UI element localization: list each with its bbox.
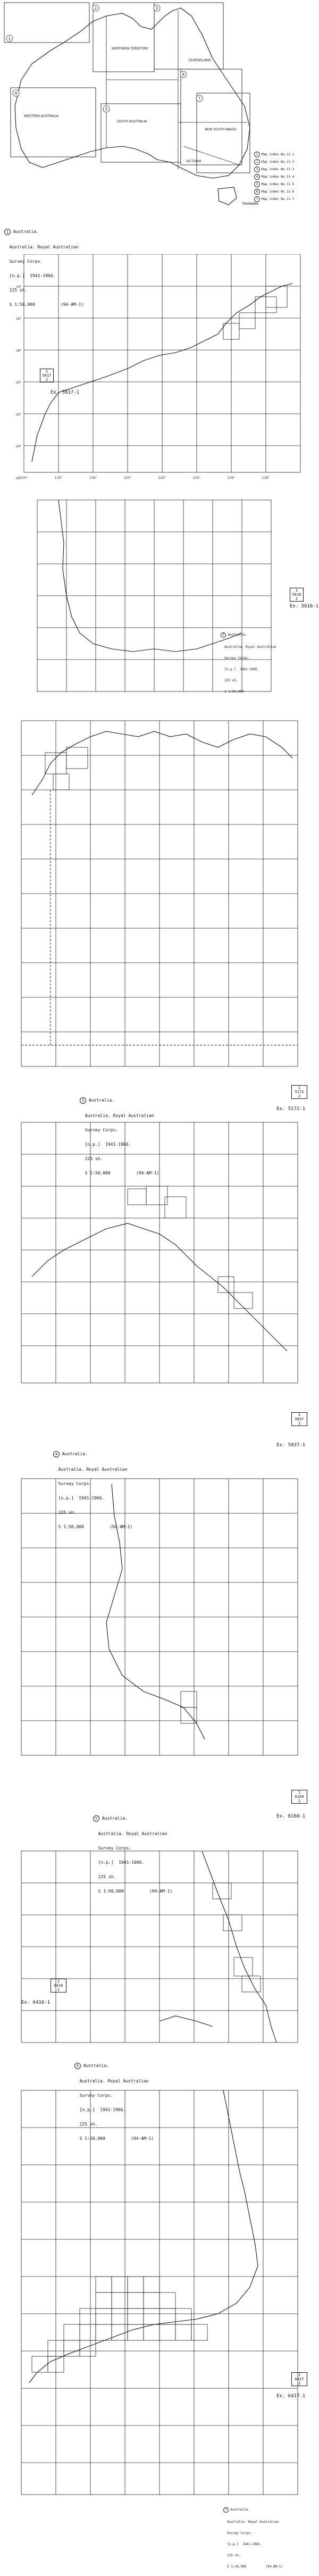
sheet-ex-number: Ex. 5172-1 (276, 1106, 306, 1112)
sheet-7-grid (0, 2085, 319, 2532)
index-circle-label: 1 (8, 36, 11, 41)
region-label-qld: QUEENSLAND (189, 59, 211, 62)
index-legend (254, 152, 315, 204)
index-circle-label: 6 (182, 72, 185, 77)
sheet-5-map (0, 1473, 319, 1771)
sheet-box: 1 6416 2 (51, 1979, 66, 1993)
sheet-box: 1 5617 2 (40, 369, 54, 382)
sheet-2-map (0, 489, 319, 713)
sheet-citation: 4 Australia. Australia. Royal Australian Survey Corps. [n.p.] 1941-1966. 225 sh. S 1:50,000 (94-AM-1) (53, 1452, 133, 1529)
lon-tick-label: 114° (20, 476, 28, 480)
region-label-nsw: NEW SOUTH WALES (205, 128, 237, 131)
sheet-6-grid (0, 1846, 319, 2048)
sheet-3-grid (0, 715, 319, 1082)
sheet-6-map (0, 1846, 319, 2048)
sheet-box: 1 6160 2 (291, 1790, 307, 1804)
sheet-4-grid (0, 1117, 319, 1394)
sheet-citation: 7 Australia. Australia. Royal Australian Survey Corps. [n.p.] 1941-1966. 225 sh. S 1:50,000 (94-AM-1) (223, 2508, 283, 2569)
lat-tick-label: 14° (16, 285, 22, 289)
sheet-3-map (0, 715, 319, 1082)
legend-item: 2 Map index No.11-2 (254, 159, 315, 166)
lat-tick-label: 16° (16, 317, 22, 321)
sheet-7-map (0, 2085, 319, 2569)
sheet-ex-number: Ex. 6160-1 (276, 1814, 306, 1819)
lon-tick-label: 126° (227, 476, 236, 480)
legend-item: 6 Map index No.11-6 (254, 189, 315, 196)
sheet-4-map (0, 1117, 319, 1394)
lat-tick-label: 24° (16, 445, 22, 448)
region-label-wa: WESTERN AUSTRALIA (24, 114, 58, 118)
sheet-citation: 5 Australia. Australia. Royal Australian Survey Corps. [n.p.] 1941-1966. 225 sh. S 1:50,000 (94-AM-1) (93, 1816, 173, 1894)
lon-tick-label: 116° (54, 476, 63, 480)
sheet-number: 4 (53, 1451, 60, 1457)
region-label-tas: TASMANIA (242, 202, 258, 206)
sheet-citation: 3 Australia. Australia. Royal Australian Survey Corps. [n.p.] 1941-1966. 225 sh. S 1:50,000 (94-AM-1) (80, 1098, 160, 1176)
sheet-citation: 2 Australia. Australia. Royal Australian Survey Corps. [n.p.] 1941-1966. 225 sh. S 1:50,000 (221, 633, 276, 694)
lat-tick-label: 20° (16, 381, 22, 385)
sheet-ex-number: Ex. 5616-1 (290, 604, 319, 609)
sheet-box: 1 5837 2 (291, 1412, 307, 1426)
legend-item: 5 Map index No.11-5 (254, 181, 315, 189)
sheet-ex-number: Ex. 5617-1 (51, 390, 80, 395)
sheet-box: 1 5172 2 (291, 1085, 307, 1099)
sheet-ex-number: Ex. 5837-1 (276, 1443, 306, 1448)
index-circle-label: 5 (105, 107, 108, 112)
legend-item: 7 Map index No.11-7 (254, 196, 315, 204)
legend-item: 3 Map index No.11-3 (254, 166, 315, 174)
sheet-number: 6 (74, 2063, 81, 2069)
sheet-number: 2 (221, 632, 226, 638)
sheet-citation: 1 Australia. Australia. Royal Australian Survey Corps. [n.p.] 1941-1966. 225 sh. S 1:50,000 (94-AM-1) (4, 229, 84, 307)
region-label-sa: SOUTH AUSTRALIA (117, 120, 147, 123)
sheet-ex-number: Ex. 6416-1 (21, 2000, 51, 2005)
index-circle-label: 3 (155, 6, 158, 11)
lon-tick-label: 118° (89, 476, 97, 480)
sheet-ex-number: Ex. 6417-1 (276, 2394, 306, 2399)
sheet-number: 3 (80, 1097, 86, 1104)
index-circle-label: 2 (94, 6, 97, 11)
index-circle-label: 7 (198, 96, 201, 101)
lon-tick-label: 128° (262, 476, 270, 480)
sheet-citation: 6 Australia. Australia. Royal Australian Survey Corps. [n.p.] 1941-1966. 225 sh. S 1:50,000 (94-AM-1) (74, 2063, 154, 2141)
sheet-box: 1 6417 2 (291, 2372, 307, 2386)
lat-tick-label: 22° (16, 413, 22, 416)
index-map (0, 0, 319, 213)
tasmania-outline (218, 187, 237, 205)
lon-tick-label: 122° (158, 476, 166, 480)
region-label-vic: VICTORIA (186, 160, 202, 163)
sheet-number: 7 (223, 2507, 229, 2513)
sheet-1-map (0, 254, 319, 483)
sheet-number: 1 (4, 229, 11, 235)
legend-item: 1 Map index No.11-1 (254, 152, 315, 159)
legend-item: 4 Map index No.11-4 (254, 174, 315, 181)
lat-tick-label: 26° (16, 477, 22, 480)
lat-tick-label: 18° (16, 349, 22, 353)
lon-tick-label: 120° (123, 476, 132, 480)
index-circle-label: 4 (14, 91, 18, 96)
sheet-5-grid (0, 1473, 319, 1771)
region-label-nt: NORTHERN TERRITORY (112, 47, 148, 51)
sheet-number: 5 (93, 1815, 99, 1822)
sheet-box: 1 5616 2 (290, 588, 304, 602)
lon-tick-label: 124° (192, 476, 201, 480)
